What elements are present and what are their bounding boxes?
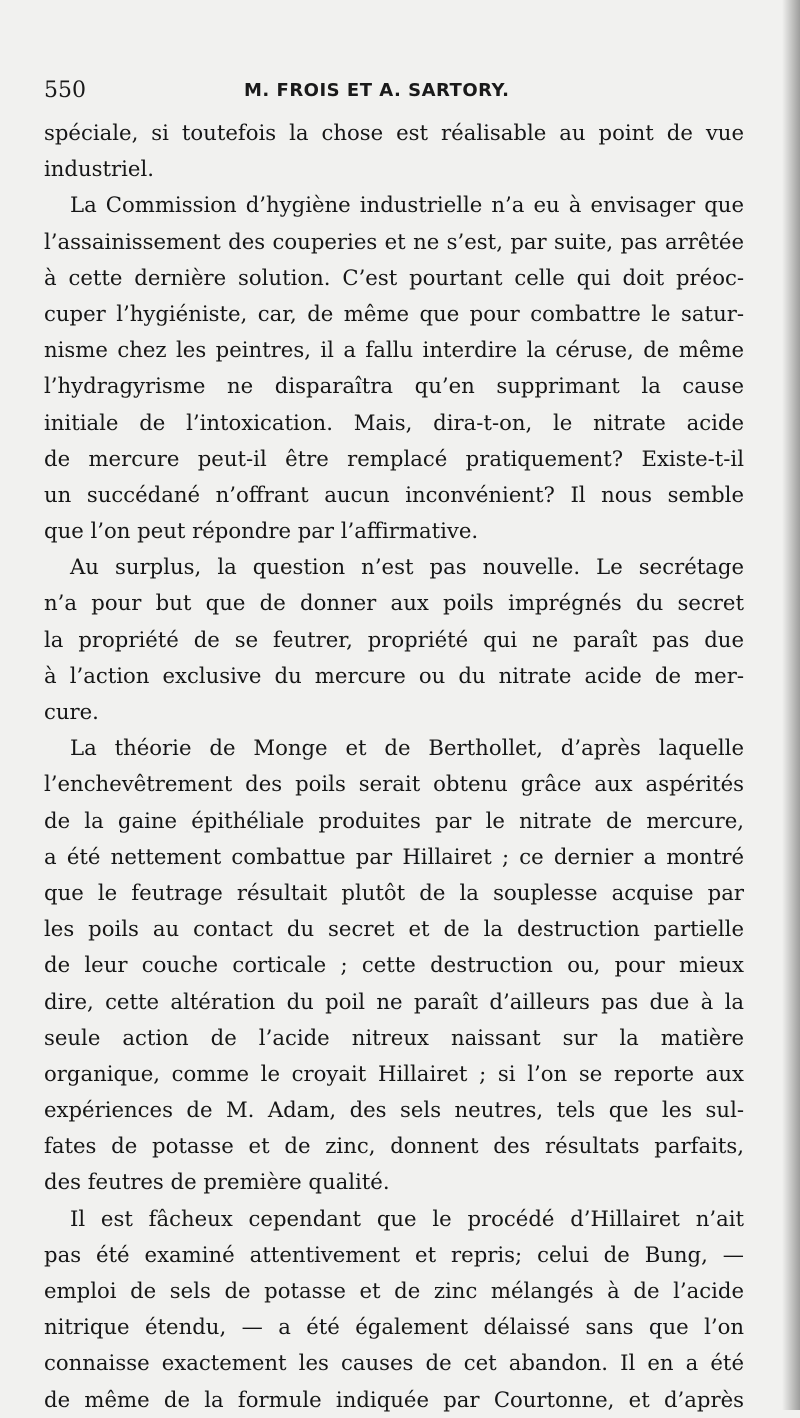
text-line: expériences de M. Adam, des sels neutres, tels que les sul- bbox=[44, 1097, 744, 1123]
text-line: Il est fâcheux cependant que le procédé d’Hillairet n’ait bbox=[70, 1205, 744, 1231]
text-line: de mercure peut-il être remplacé pratiquement? Existe-t-il bbox=[44, 445, 744, 471]
page-header bbox=[44, 78, 744, 108]
text-line: spéciale, si toutefois la chose est réalisable au point de vue bbox=[44, 120, 744, 145]
text-line: cuper l’hygiéniste, car, de même que pour combattre le satur- bbox=[44, 300, 744, 326]
text-line: pas été examiné attentivement et repris; celui de Bung, — bbox=[44, 1241, 744, 1267]
text-line: un succédané n’offrant aucun inconvénient? Il nous semble bbox=[44, 481, 744, 507]
text-line: industriel. bbox=[44, 156, 154, 182]
text-line: dire, cette altération du poil ne paraît d’ailleurs pas due à la bbox=[44, 988, 744, 1014]
text-line: organique, comme le croyait Hillairet ; si l’on se reporte aux bbox=[44, 1060, 744, 1086]
text-line: la propriété de se feutrer, propriété qui ne paraît pas due bbox=[44, 626, 744, 652]
text-line: de la gaine épithéliale produites par le nitrate de mercure, bbox=[44, 807, 744, 833]
text-line: de même de la formule indiquée par Courtonne, et d’après bbox=[44, 1386, 744, 1412]
text-line: Au surplus, la question n’est pas nouvelle. Le secrétage bbox=[70, 554, 744, 580]
text-line: que le feutrage résultait plutôt de la souplesse acquise par bbox=[44, 879, 744, 905]
body-text bbox=[44, 115, 744, 1418]
text-line: l’assainissement des couperies et ne s’est, par suite, pas arrêtée bbox=[44, 228, 744, 254]
text-line: connaisse exactement les causes de cet abandon. Il en a été bbox=[44, 1350, 744, 1376]
page-number: 550 bbox=[44, 78, 86, 103]
text-line: fates de potasse et de zinc, donnent des résultats parfaits, bbox=[44, 1133, 744, 1159]
text-line: que l’on peut répondre par l’affirmative. bbox=[44, 518, 479, 544]
text-line: initiale de l’intoxication. Mais, dira-t-on, le nitrate acide bbox=[44, 409, 744, 435]
text-line: l’hydragyrisme ne disparaîtra qu’en supprimant la cause bbox=[44, 373, 744, 399]
text-line: à cette dernière solution. C’est pourtant celle qui doit préoc- bbox=[44, 264, 744, 290]
text-line: La théorie de Monge et de Berthollet, d’après laquelle bbox=[70, 735, 744, 761]
text-line: l’enchevêtrement des poils serait obtenu grâce aux aspérités bbox=[44, 771, 744, 797]
text-line: les poils au contact du secret et de la destruction partielle bbox=[44, 916, 744, 942]
text-line: des feutres de première qualité. bbox=[44, 1169, 390, 1195]
running-head: M. FROIS ET A. SARTORY. bbox=[244, 80, 510, 101]
text-line: n’a pour but que de donner aux poils imprégnés du secret bbox=[44, 590, 744, 616]
text-line: seule action de l’acide nitreux naissant sur la matière bbox=[44, 1024, 744, 1050]
text-line: cure. bbox=[44, 699, 99, 724]
page-edge-shadow bbox=[782, 0, 800, 1410]
text-line: La Commission d’hygiène industrielle n’a eu à envisager que bbox=[70, 192, 744, 218]
text-line: nitrique étendu, — a été également délaissé sans que l’on bbox=[44, 1314, 744, 1340]
text-line: de leur couche corticale ; cette destruction ou, pour mieux bbox=[44, 952, 744, 978]
text-line: emploi de sels de potasse et de zinc mélangés à de l’acide bbox=[44, 1278, 744, 1303]
text-line: nisme chez les peintres, il a fallu interdire la céruse, de même bbox=[44, 337, 744, 363]
text-line: à l’action exclusive du mercure ou du nitrate acide de mer- bbox=[44, 662, 744, 688]
text-line: a été nettement combattue par Hillairet ; ce dernier a montré bbox=[44, 843, 744, 869]
